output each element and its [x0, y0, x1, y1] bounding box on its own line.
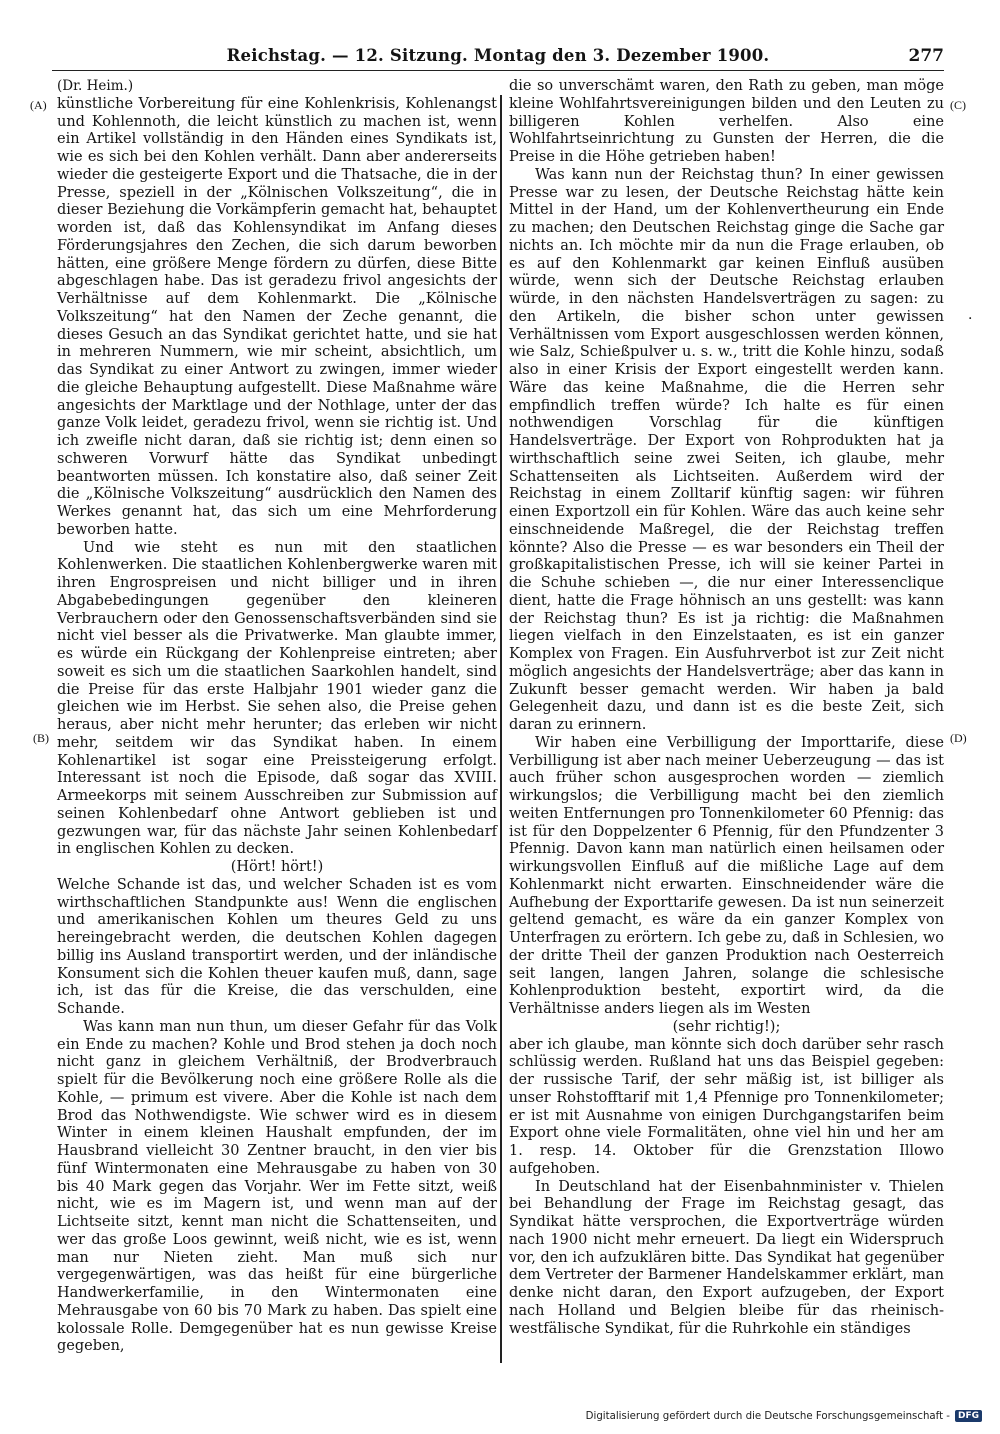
paragraph: aber ich glaube, man könnte sich doch darüber sehr rasch schlüssig werden. Rußland hat uns das Beispiel gegeben: der russische Tarif, der sehr mäßig ist, ist billiger als unser Rohstofftarif mit 1,4 Pfennige pro Tonnenkilometer; er ist mit Ausnahme von einigen Durchgangstarifen beim Export ohne viele Formalitäten, ohne viel hin und her am 1. resp. 14. Oktober für die Grenzstation Illowo aufgehoben. [509, 1036, 944, 1177]
paragraph: künstliche Vorbereitung für eine Kohlenkrisis, Kohlenangst und Kohlennoth, die leicht künstlich zu machen ist, wenn ein Artikel vollständig in den Händen eines Syndikats ist, wie es sich bei den Kohlen verhält. Dann aber andererseits wieder die gesteigerte Export und die Thatsache, die in der Presse, speziell in der „Kölnischen Volkszeitung“, die in dieser Beziehung die Vorkämpferin gemacht hat, behauptet worden ist, daß das Kohlensyndikat im Anfang dieses Förderungsjahres den Zechen, die sich darum beworben hätten, eine größere Menge fördern zu dürfen, diese Bitte abgeschlagen habe. Das ist geradezu frivol angesichts der Verhältnisse auf dem Kohlenmarkt. Die „Kölnische Volkszeitung“ hat den Namen der Zeche genannt, die dieses Gesuch an das Syndikat gerichtet hatte, und sie hat in mehreren Nummern, wie mir scheint, absichtlich, um das Syndikat zu einer Antwort zu zwingen, immer wieder die gleiche Behauptung aufgestellt. Diese Maßnahme wäre angesichts der Marktlage und der Nothlage, unter der das ganze Volk leidet, geradezu frivol, wenn sie richtig ist. Und ich zweifle nicht daran, daß sie richtig ist; denn einen so schweren Vorwurf hätte das Syndikat unbedingt beantworten müssen. Ich konstatire also, daß seiner Zeit die „Kölnische Volkszeitung“ ausdrücklich den Namen des Werkes genannt hat, das sich um eine Mehrforderung beworben hatte. [57, 95, 497, 538]
footer-text: Digitalisierung gefördert durch die Deutsche Forschungsgemeinschaft - [585, 1410, 950, 1422]
margin-marker-c: (C) [950, 98, 966, 112]
paragraph: (Hört! hört!) [230, 859, 324, 875]
paragraph: (Dr. Heim.) [57, 78, 134, 94]
column-divider [500, 95, 502, 1363]
paragraph: Welche Schande ist das, und welcher Schaden ist es vom wirthschaftlichen Standpunkte aus! Wenn die englischen und amerikanischen Kohlen um theures Geld zu uns hereingebracht werden, die deutschen Kohlen dagegen billig ins Ausland transportirt werden, und der inländische Konsument sich die Kohlen theuer kaufen muß, dann, sage ich, ist das für die Kreise, die das verschulden, eine Schande. [57, 876, 497, 1017]
running-header [52, 46, 944, 71]
paragraph: Was kann nun der Reichstag thun? In einer gewissen Presse war zu lesen, der Deutsche Reichstag hätte kein Mittel in der Hand, um der Kohlenvertheurung ein Ende zu machen; den Deutschen Reichstag ginge die Sache gar nichts an. Ich möchte mir da nun die Frage erlauben, ob es auf den Kohlenmarkt gar keinen Einfluß ausüben würde, wenn sich der Deutsche Reichstag erlauben würde, in den nächsten Handelsverträgen zu sagen: zu den Artikeln, die bisher schon unter gewissen Verhältnissen vom Export ausgeschlossen werden können, wie Salz, Schießpulver u. s. w., tritt die Kohle hinzu, sodaß also in einer Krisis der Export eingestellt werden kann. Wäre das keine Maßnahme, die die Herren sehr empfindlich treffen würde? Ich halte es für einen nothwendigen Vorschlag für die künftigen Handelsverträge. Der Export von Rohprodukten hat ja wirthschaftlich seine zwei Seiten, ich glaube, mehr Schattenseiten als Lichtseiten. Außerdem wird der Reichstag in einem Zolltarif künftig sagen: wir führen einen Exportzoll ein für Kohlen. Wäre das auch keine sehr einschneidende Maßregel, die der Reichstag treffen könnte? Also die Presse — es war besonders ein Theil der großkapitalistischen Presse, ich will sie keiner Partei in die Schuhe schieben —, die nur einer Interessenclique dient, hatte die Frage höhnisch an uns gestellt: was kann der Reichstag thun? Es ist ja richtig: die Maßnahmen liegen vielfach in den Einzelstaaten, es ist ein ganzer Komplex von Fragen. Ein Ausfuhrverbot ist zur Zeit nicht möglich angesichts der Handelsverträge; aber das kann in Zukunft besser gemacht werden. Wir haben ja bald Gelegenheit dazu, und dann ist es die beste Zeit, sich daran zu erinnern. [509, 166, 944, 733]
paragraph: Und wie steht es nun mit den staatlichen Kohlenwerken. Die staatlichen Kohlenbergwerke waren mit ihren Engrospreisen und nicht billiger und in ihren Abgabebedingungen gegenüber den kleineren Verbrauchern oder den Genossenschaftsverbänden sind sie nicht viel besser als die Privatwerke. Man glaubte immer, es würde ein Rückgang der Kohlenpreise eintreten; aber soweit es sich um die staatlichen Saarkohlen handelt, sind die Preise für das erste Halbjahr 1901 wieder ganz die gleichen wie im Herbst. Sie sehen also, die Preise gehen heraus, aber nicht mehr herunter; das erleben wir nicht mehr, seitdem wir das Syndikat haben. In einem Kohlenartikel ist sogar eine Preissteigerung erfolgt. Interessant ist noch die Episode, daß sogar das XVIII. Armeekorps mit seinem Ausschreiben zur Submission auf seinen Kohlenbedarf ohne Antwort geblieben ist und gezwungen war, für das nächste Jahr seinen Kohlenbedarf in englischen Kohlen zu decken. [57, 539, 497, 858]
paragraph: Wir haben eine Verbilligung der Importtarife, diese Verbilligung ist aber nach meiner Ueberzeugung — das ist auch früher schon ausgesprochen worden — ziemlich wirkungslos; die Verbilligung macht bei den ziemlich weiten Entfernungen pro Tonnenkilometer 60 Pfennig: das ist für den Doppelzenter 6 Pfennig, für den Pfundzenter 3 Pfennig. Davon kann man natürlich einen heilsamen oder wirkungsvollen Einfluß auf die mißliche Lage auf dem Kohlenmarkt nicht erwarten. Einschneidender wäre die Aufhebung der Exporttarife gewesen. Da ist nun seinerzeit geltend gemacht, es wäre da ein ganzer Komplex von Unterfragen zu erörtern. Ich gebe zu, daß in Schlesien, wo der dritte Theil der ganzen Produktion nach Oesterreich seit langen, langen Jahren, solange die schlesische Kohlenproduktion besteht, exportirt wird, da die Verhältnisse anders liegen als im Westen [509, 734, 944, 1017]
paragraph: (sehr richtig!); [672, 1018, 781, 1035]
paragraph: Was kann man nun thun, um dieser Gefahr für das Volk ein Ende zu machen? Kohle und Brod stehen ja doch noch nicht ganz in gleichem Verhältniß, der Brodverbrauch spielt für die Bevölkerung noch eine größere Rolle als die Kohle, — primum est vivere. Aber die Kohle ist nach dem Brod das Nothwendigste. Wie schwer wird es in diesem Winter in einem kleinen Haushalt empfunden, der im Hausbrand vielleicht 30 Zentner braucht, in den vier bis fünf Wintermonaten eine Mehrausgabe zu haben von 30 bis 40 Mark gegen das Vorjahr. Wer im Fette sitzt, weiß nicht, wie es im Magern ist, und wenn man auf der Lichtseite sitzt, kennt man nicht die Schattenseiten, und wer das große Loos gewinnt, weiß nicht, wie es ist, wenn man nur Nieten zieht. Man muß sich nur vergegenwärtigen, was das heißt für eine bürgerliche Handwerkerfamilie, in den Wintermonaten eine Mehrausgabe von 60 bis 70 Mark zu haben. Das spielt eine kolossale Rolle. Demgegenüber hat es nun gewisse Kreise gegeben, [57, 1018, 497, 1355]
margin-marker-d: (D) [950, 731, 967, 745]
right-text-column [509, 78, 944, 1338]
margin-marker-a: (A) [30, 98, 47, 112]
stray-dot: · [968, 311, 973, 327]
margin-marker-b: (B) [33, 731, 49, 745]
page-number: 277 [908, 46, 944, 66]
footer-credit [586, 1410, 982, 1422]
paragraph: die so unverschämt waren, den Rath zu geben, man möge kleine Wohlfahrtsvereinigungen bilden und den Leuten zu billigeren Kohlen verhelfen. Also eine Wohlfahrtseinrichtung zu Gunsten der Herren, die die Preise in die Höhe getrieben haben! [509, 78, 944, 165]
running-title: Reichstag. — 12. Sitzung. Montag den 3. Dezember 1900. [226, 46, 770, 65]
paragraph: In Deutschland hat der Eisenbahnminister v. Thielen bei Behandlung der Frage im Reichstag gesagt, das Syndikat hätte versprochen, die Exportverträge würden nach 1900 nicht mehr erneuert. Da liegt ein Widerspruch vor, den ich aufzuklären bitte. Das Syndikat hat gegenüber dem Vertreter der Barmener Handelskammer erklärt, man denke nicht daran, den Export aufzugeben, der Export nach Holland und Belgien bleibe für das rheinisch-westfälische Syndikat, für die Ruhrkohle ein ständiges [509, 1178, 944, 1337]
left-text-column [57, 78, 497, 1356]
dfg-logo: DFG [955, 1410, 982, 1422]
